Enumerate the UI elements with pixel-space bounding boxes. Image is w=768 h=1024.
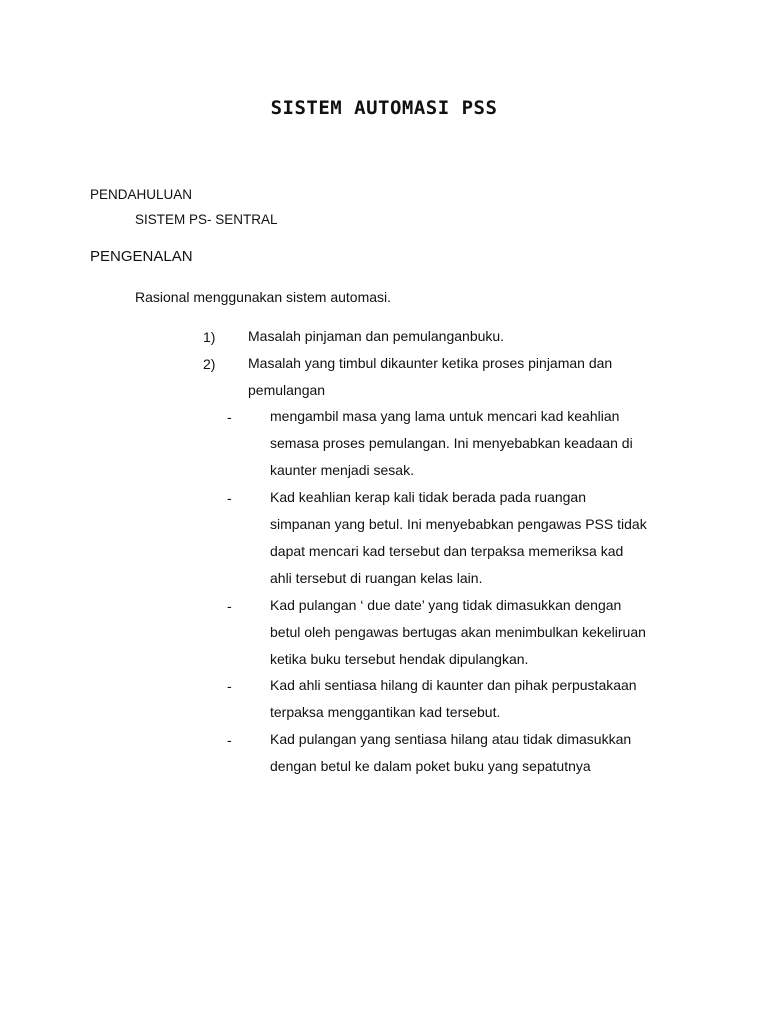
bullet-item (270, 484, 647, 592)
bullet-line: ketika buku tersebut hendak dipulangkan. (270, 651, 529, 667)
bullet-line: ahli tersebut di ruangan kelas lain. (270, 570, 483, 586)
bullet-marker: - (227, 490, 232, 506)
bullet-line: dengan betul ke dalam poket buku yang sepatutnya (270, 758, 591, 774)
bullet-line: dapat mencari kad tersebut dan terpaksa memeriksa kad (270, 543, 624, 559)
bullet-item (270, 403, 633, 484)
bullet-line: kaunter menjadi sesak. (270, 462, 414, 478)
intro-heading: PENDAHULUAN (90, 187, 193, 202)
bullet-line: Kad keahlian kerap kali tidak berada pada ruangan (270, 489, 587, 505)
list-item-line: pemulangan (248, 382, 326, 398)
list-item-line: Masalah yang timbul dikaunter ketika proses pinjaman dan (248, 355, 613, 371)
bullet-line: Kad pulangan yang sentiasa hilang atau tidak dimasukkan (270, 731, 632, 747)
list-marker: 1) (203, 329, 216, 345)
bullet-marker: - (227, 598, 232, 614)
list-marker: 2) (203, 356, 216, 372)
section-heading: PENGENALAN (90, 248, 193, 265)
bullet-line: mengambil masa yang lama untuk mencari kad keahlian (270, 408, 620, 424)
section-lead: Rasional menggunakan sistem automasi. (135, 289, 392, 305)
list-item (248, 350, 612, 404)
bullet-item (270, 592, 646, 673)
bullet-line: semasa proses pemulangan. Ini menyebabkan keadaan di (270, 435, 633, 451)
bullet-marker: - (227, 678, 232, 694)
list-item-line: Masalah pinjaman dan pemulanganbuku. (248, 328, 505, 344)
bullet-marker: - (227, 409, 232, 425)
bullet-marker: - (227, 732, 232, 748)
bullet-item (270, 672, 637, 726)
list-item (248, 323, 504, 350)
bullet-line: terpaksa menggantikan kad tersebut. (270, 704, 501, 720)
intro-subheading: SISTEM PS- SENTRAL (135, 212, 278, 227)
bullet-line: betul oleh pengawas bertugas akan menimbulkan kekeliruan (270, 624, 646, 640)
bullet-line: Kad pulangan ‘ due date’ yang tidak dimasukkan dengan (270, 597, 622, 613)
bullet-line: Kad ahli sentiasa hilang di kaunter dan pihak perpustakaan (270, 677, 637, 693)
bullet-item (270, 726, 631, 780)
document-title: SISTEM AUTOMASI PSS (270, 97, 498, 119)
bullet-line: simpanan yang betul. Ini menyebabkan pengawas PSS tidak (270, 516, 647, 532)
